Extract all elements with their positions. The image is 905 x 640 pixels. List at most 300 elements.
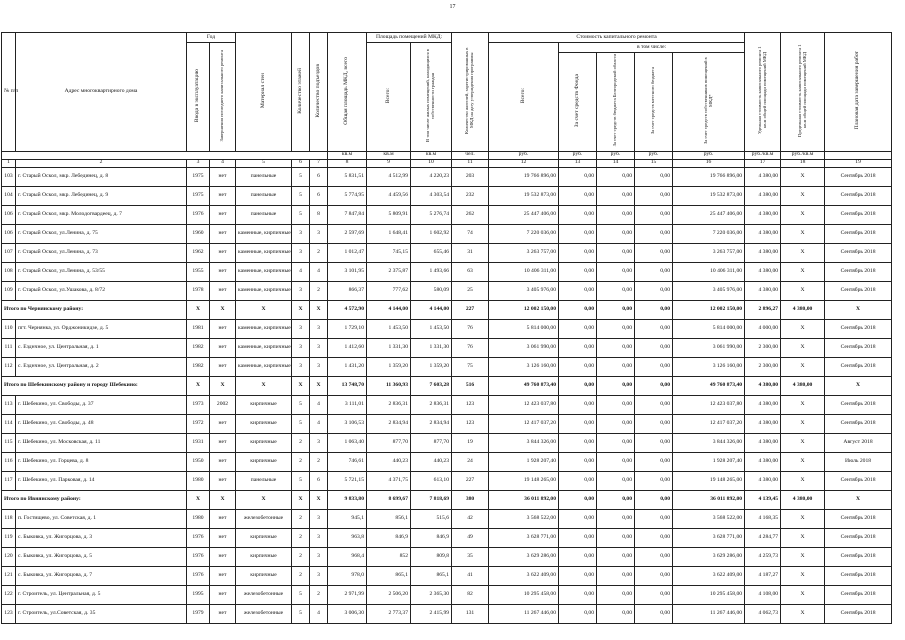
- cell-cost-owners: 5 814 000,00: [673, 319, 745, 338]
- column-number: 6: [292, 159, 310, 167]
- cell-year-built: 1995: [187, 585, 210, 604]
- header-plan-date: Плановая дата завершения работ: [825, 33, 892, 152]
- cell-wall-material: каменные, кирпичные: [236, 281, 292, 300]
- cell-limit-cost: X: [781, 167, 825, 186]
- header-year-built: Ввода в эксплуатацию: [187, 43, 210, 152]
- column-number: 4: [210, 159, 236, 167]
- cell-area-total: 846,9: [367, 528, 411, 547]
- cell-cost-total: 49 760 873,40: [489, 376, 559, 395]
- cell-residents: 262: [452, 205, 489, 224]
- cell-floors: 5: [292, 585, 310, 604]
- cell-row-number: 104: [2, 186, 16, 205]
- header-area-total: Всего:: [367, 43, 411, 152]
- cell-unit-cost: 4 380,00: [745, 186, 781, 205]
- table-body: [2, 167, 892, 623]
- cell-cost-owners: 19 532 873,00: [673, 186, 745, 205]
- cell-cost-total: 7 220 036,00: [489, 224, 559, 243]
- cell-year-last-repair: нет: [210, 243, 236, 262]
- cell-area-residents: 1 359,20: [411, 357, 452, 376]
- unit-cell-empty: [2, 151, 328, 159]
- cell-limit-cost: 4 380,00: [781, 490, 825, 509]
- cell-address: г. Старый Оскол, ул.Ленина, д. 53/55: [16, 262, 187, 281]
- cell-year-last-repair: нет: [210, 471, 236, 490]
- cell-cost-total: 3 126 160,00: [489, 357, 559, 376]
- cell-wall-material: панельные: [236, 167, 292, 186]
- table-row: [2, 281, 892, 300]
- cell-unit-cost: 4 380,00: [745, 433, 781, 452]
- cell-entrances: 3: [310, 433, 328, 452]
- cell-limit-cost: X: [781, 319, 825, 338]
- cell-cost-owners: 1 928 207,40: [673, 452, 745, 471]
- cell-limit-cost: X: [781, 452, 825, 471]
- cell-entrances: 4: [310, 262, 328, 281]
- cell-area-residents: 515,6: [411, 509, 452, 528]
- cell-unit-cost: 4 380,00: [745, 224, 781, 243]
- cell-entrances: 2: [310, 452, 328, 471]
- cell-year-last-repair: X: [210, 300, 236, 319]
- cell-area-residents: 1 453,50: [411, 319, 452, 338]
- cell-floors: 5: [292, 186, 310, 205]
- column-number: 5: [236, 159, 292, 167]
- cell-year-built: 1931: [187, 433, 210, 452]
- cell-unit-cost: 4 139,45: [745, 490, 781, 509]
- cell-year-built: 1978: [187, 281, 210, 300]
- cell-cost-local: 0,00: [635, 376, 673, 395]
- cell-cost-local: 0,00: [635, 167, 673, 186]
- cell-floors: 3: [292, 281, 310, 300]
- cell-limit-cost: X: [781, 604, 825, 623]
- cell-cost-regional: 0,00: [597, 338, 635, 357]
- cell-cost-regional: 0,00: [597, 414, 635, 433]
- cell-limit-cost: X: [781, 338, 825, 357]
- cell-cost-owners: 3 629 286,00: [673, 547, 745, 566]
- cell-row-number: 116: [2, 452, 16, 471]
- cell-residents: 31: [452, 243, 489, 262]
- cell-year-last-repair: нет: [210, 205, 236, 224]
- cell-cost-local: 0,00: [635, 186, 673, 205]
- cell-cost-owners: 10 295 458,00: [673, 585, 745, 604]
- cell-total-area: 2 597,69: [328, 224, 367, 243]
- cell-cost-regional: 0,00: [597, 376, 635, 395]
- cell-address: г. Шебекино, ул. Московская, д. 11: [16, 433, 187, 452]
- cell-cost-total: 3 263 757,00: [489, 243, 559, 262]
- cell-area-total: 856,1: [367, 509, 411, 528]
- cell-plan-date: Сентябрь 2018: [825, 547, 892, 566]
- cell-cost-fund: 0,00: [559, 490, 597, 509]
- cell-limit-cost: X: [781, 471, 825, 490]
- column-number: 17: [745, 159, 781, 167]
- cell-year-built: X: [187, 300, 210, 319]
- header-address: Адрес многоквартирного дома: [16, 33, 187, 152]
- cell-floors: 2: [292, 452, 310, 471]
- cell-year-built: 1976: [187, 566, 210, 585]
- cell-total-area: 968,4: [328, 547, 367, 566]
- table-row: [2, 186, 892, 205]
- cell-wall-material: железобетонные: [236, 604, 292, 623]
- cell-floors: 2: [292, 528, 310, 547]
- cell-total-area: 866,37: [328, 281, 367, 300]
- cell-row-number: 119: [2, 528, 16, 547]
- cell-year-last-repair: нет: [210, 414, 236, 433]
- cell-address: п. Гостищево, ул. Советская, д. 1: [16, 509, 187, 528]
- cell-cost-local: 0,00: [635, 509, 673, 528]
- cell-plan-date: Сентябрь 2018: [825, 281, 892, 300]
- cell-cost-fund: 0,00: [559, 509, 597, 528]
- cell-cost-total: 19 532 873,00: [489, 186, 559, 205]
- cell-area-total: 865,1: [367, 566, 411, 585]
- cell-area-total: 5 809,91: [367, 205, 411, 224]
- cell-residents: 42: [452, 509, 489, 528]
- cell-floors: 2: [292, 433, 310, 452]
- cell-address: с. Быковка, ул. Жигорцова, д. 7: [16, 566, 187, 585]
- column-number: 1: [2, 159, 16, 167]
- cell-cost-owners: 25 447 406,00: [673, 205, 745, 224]
- cell-year-built: 1975: [187, 167, 210, 186]
- cell-floors: X: [292, 376, 310, 395]
- cell-cost-regional: 0,00: [597, 547, 635, 566]
- cell-cost-owners: 12 423 037,80: [673, 395, 745, 414]
- cell-total-area: 1 012,47: [328, 243, 367, 262]
- cell-area-residents: 1 331,30: [411, 338, 452, 357]
- column-number: 18: [781, 159, 825, 167]
- cell-year-last-repair: нет: [210, 281, 236, 300]
- cell-cost-fund: 0,00: [559, 224, 597, 243]
- cell-total-area: 5 721,15: [328, 471, 367, 490]
- cell-limit-cost: X: [781, 357, 825, 376]
- table-row: [2, 319, 892, 338]
- cell-area-total: 877,70: [367, 433, 411, 452]
- cell-limit-cost: X: [781, 262, 825, 281]
- cell-row-number: 110: [2, 319, 16, 338]
- cell-cost-local: 0,00: [635, 528, 673, 547]
- cell-cost-fund: 0,00: [559, 414, 597, 433]
- cell-cost-regional: 0,00: [597, 357, 635, 376]
- cell-wall-material: каменные, кирпичные: [236, 224, 292, 243]
- cell-plan-date: X: [825, 300, 892, 319]
- cell-plan-date: Сентябрь 2018: [825, 262, 892, 281]
- cell-year-built: X: [187, 376, 210, 395]
- cell-limit-cost: X: [781, 566, 825, 585]
- cell-year-last-repair: X: [210, 376, 236, 395]
- cell-floors: 3: [292, 338, 310, 357]
- cell-cost-fund: 0,00: [559, 585, 597, 604]
- unit-cell: чел.: [452, 151, 489, 159]
- header-area-residents: В том числе жилых помещений, находящихся в собственности граждан: [411, 43, 452, 152]
- unit-cell: руб.: [597, 151, 635, 159]
- cell-cost-fund: 0,00: [559, 528, 597, 547]
- cell-residents: 123: [452, 414, 489, 433]
- cell-cost-fund: 0,00: [559, 566, 597, 585]
- cell-cost-total: 19 766 896,00: [489, 167, 559, 186]
- table-row: [2, 604, 892, 623]
- cell-cost-local: 0,00: [635, 604, 673, 623]
- column-number: 13: [559, 159, 597, 167]
- cell-cost-fund: 0,00: [559, 205, 597, 224]
- column-number: 7: [310, 159, 328, 167]
- cell-limit-cost: X: [781, 395, 825, 414]
- header-cost-group: Стоимость капитального ремонта: [489, 33, 745, 43]
- cell-total-area: 9 833,80: [328, 490, 367, 509]
- cell-address: г. Шебекино, ул. Свободы, д. 37: [16, 395, 187, 414]
- cell-cost-fund: 0,00: [559, 243, 597, 262]
- cell-cost-total: 10 406 311,00: [489, 262, 559, 281]
- cell-plan-date: Август 2018: [825, 433, 892, 452]
- cell-area-residents: 4 220,23: [411, 167, 452, 186]
- cell-address: г. Старый Оскол, ул.Ленина, д. 75: [16, 224, 187, 243]
- cell-cost-fund: 0,00: [559, 167, 597, 186]
- cell-year-last-repair: X: [210, 490, 236, 509]
- cell-area-residents: 877,70: [411, 433, 452, 452]
- cell-total-area: 945,1: [328, 509, 367, 528]
- cell-area-total: 4 371,75: [367, 471, 411, 490]
- cell-unit-cost: 4 380,00: [745, 262, 781, 281]
- cell-total-area: 3 106,53: [328, 414, 367, 433]
- cell-year-built: 1980: [187, 471, 210, 490]
- cell-row-number: 111: [2, 338, 16, 357]
- cell-area-residents: 7 603,28: [411, 376, 452, 395]
- cell-entrances: 2: [310, 585, 328, 604]
- cell-residents: 19: [452, 433, 489, 452]
- cell-residents: 380: [452, 490, 489, 509]
- cell-year-built: 1976: [187, 547, 210, 566]
- cell-wall-material: панельные: [236, 471, 292, 490]
- header-cost-regional: За счет средств бюджета Белгородской области: [597, 53, 635, 152]
- cell-cost-owners: 36 011 892,00: [673, 490, 745, 509]
- cell-area-residents: 2 836,31: [411, 395, 452, 414]
- cell-area-total: 1 453,50: [367, 319, 411, 338]
- cell-cost-fund: 0,00: [559, 281, 597, 300]
- cell-area-residents: 1 602,92: [411, 224, 452, 243]
- cell-cost-local: 0,00: [635, 395, 673, 414]
- cell-floors: 3: [292, 224, 310, 243]
- table-row: [2, 395, 892, 414]
- header-total-area: Общая площадь МКД, всего: [328, 33, 367, 152]
- cell-area-residents: 2 415,99: [411, 604, 452, 623]
- cell-cost-regional: 0,00: [597, 395, 635, 414]
- cell-cost-owners: 3 126 160,00: [673, 357, 745, 376]
- cell-residents: 24: [452, 452, 489, 471]
- header-entrances: Количество подъездов: [310, 33, 328, 152]
- cell-plan-date: Сентябрь 2018: [825, 167, 892, 186]
- cell-address: г. Старый Оскол, ул.Ушакова, д. 8/72: [16, 281, 187, 300]
- cell-residents: 75: [452, 357, 489, 376]
- cell-cost-total: 1 928 207,40: [489, 452, 559, 471]
- cell-address: с. Езднчное, ул. Центральная, д. 2: [16, 357, 187, 376]
- header-num: № п/п: [2, 33, 16, 152]
- cell-cost-fund: 0,00: [559, 186, 597, 205]
- cell-area-total: 1 359,20: [367, 357, 411, 376]
- cell-wall-material: каменные, кирпичные: [236, 357, 292, 376]
- units-row: [2, 151, 892, 159]
- cell-unit-cost: 4 380,00: [745, 414, 781, 433]
- header-incl: в том числе:: [559, 43, 745, 53]
- cell-floors: X: [292, 300, 310, 319]
- cell-year-last-repair: нет: [210, 509, 236, 528]
- cell-address: с. Езднчное, ул. Центральная, д. 1: [16, 338, 187, 357]
- cell-row-number: 123: [2, 604, 16, 623]
- cell-area-total: 440,23: [367, 452, 411, 471]
- cell-area-total: 4 144,00: [367, 300, 411, 319]
- cell-total-area: 978,0: [328, 566, 367, 585]
- cell-cost-owners: 3 844 326,00: [673, 433, 745, 452]
- cell-year-built: 1982: [187, 338, 210, 357]
- cell-cost-owners: 3 568 522,00: [673, 509, 745, 528]
- cell-wall-material: кирпичные: [236, 414, 292, 433]
- cell-year-last-repair: нет: [210, 566, 236, 585]
- table-row: [2, 243, 892, 262]
- cell-residents: 63: [452, 262, 489, 281]
- cell-floors: 5: [292, 205, 310, 224]
- cell-row-number: 103: [2, 167, 16, 186]
- cell-cost-total: 3 622 409,00: [489, 566, 559, 585]
- cell-unit-cost: 4 380,00: [745, 167, 781, 186]
- cell-area-residents: 2 834,94: [411, 414, 452, 433]
- column-number: 19: [825, 159, 892, 167]
- cell-cost-total: 19 148 265,00: [489, 471, 559, 490]
- cell-unit-cost: 2 300,00: [745, 338, 781, 357]
- cell-area-residents: 613,10: [411, 471, 452, 490]
- cell-area-total: 2 506,20: [367, 585, 411, 604]
- cell-year-last-repair: нет: [210, 528, 236, 547]
- cell-wall-material: железобетонные: [236, 509, 292, 528]
- cell-unit-cost: 4 380,00: [745, 452, 781, 471]
- cell-cost-local: 0,00: [635, 224, 673, 243]
- cell-cost-regional: 0,00: [597, 224, 635, 243]
- cell-cost-fund: 0,00: [559, 262, 597, 281]
- cell-address: г. Шебекино, ул. Горцева, д. 8: [16, 452, 187, 471]
- unit-cell: [825, 151, 892, 159]
- cell-cost-regional: 0,00: [597, 509, 635, 528]
- cell-address: г. Шебекино, ул. Свободы, д. 48: [16, 414, 187, 433]
- header-cost-local: За счет средств местного бюджета: [635, 53, 673, 152]
- cell-residents: 41: [452, 566, 489, 585]
- header-wall-material: Материал стен: [236, 33, 292, 152]
- cell-cost-regional: 0,00: [597, 281, 635, 300]
- cell-row-number: 117: [2, 471, 16, 490]
- cell-residents: 76: [452, 319, 489, 338]
- cell-total-area: 1 431,20: [328, 357, 367, 376]
- cell-cost-local: 0,00: [635, 338, 673, 357]
- cell-entrances: 2: [310, 243, 328, 262]
- cell-row-number: 121: [2, 566, 16, 585]
- cell-total-area: 4 572,90: [328, 300, 367, 319]
- cell-row-number: 107: [2, 243, 16, 262]
- header-year-group: Год: [187, 33, 236, 43]
- header-cost-fund: За счет средств Фонда: [559, 53, 597, 152]
- cell-residents: 131: [452, 604, 489, 623]
- cell-entrances: 3: [310, 357, 328, 376]
- table-row: [2, 338, 892, 357]
- cell-cost-total: 5 814 000,00: [489, 319, 559, 338]
- cell-cost-regional: 0,00: [597, 243, 635, 262]
- cell-floors: 4: [292, 262, 310, 281]
- cell-cost-total: 36 011 892,00: [489, 490, 559, 509]
- cell-floors: 2: [292, 547, 310, 566]
- cell-year-built: 1972: [187, 414, 210, 433]
- cell-floors: 3: [292, 243, 310, 262]
- cell-residents: 516: [452, 376, 489, 395]
- cell-cost-owners: 3 405 976,00: [673, 281, 745, 300]
- cell-address: г. Старый Оскол, мкр. Лебединец, д. 9: [16, 186, 187, 205]
- cell-cost-owners: 12 002 150,00: [673, 300, 745, 319]
- cell-residents: 82: [452, 585, 489, 604]
- cell-wall-material: кирпичные: [236, 433, 292, 452]
- cell-limit-cost: X: [781, 509, 825, 528]
- table-row: [2, 433, 892, 452]
- subtotal-label: Итого по Ивнянскому району:: [2, 490, 187, 509]
- cell-cost-total: 11 267 446,00: [489, 604, 559, 623]
- table-row: [2, 566, 892, 585]
- cell-area-residents: 4 144,00: [411, 300, 452, 319]
- cell-year-last-repair: нет: [210, 433, 236, 452]
- cell-year-built: 1976: [187, 528, 210, 547]
- cell-address: г. Старый Оскол, мкр. Молодогвардеец, д. 7: [16, 205, 187, 224]
- page-number: 17: [449, 4, 456, 10]
- cell-unit-cost: 2 300,00: [745, 357, 781, 376]
- cell-entrances: 3: [310, 566, 328, 585]
- cell-row-number: 112: [2, 357, 16, 376]
- cell-row-number: 109: [2, 281, 16, 300]
- cell-residents: 123: [452, 395, 489, 414]
- cell-year-last-repair: нет: [210, 224, 236, 243]
- cell-cost-local: 0,00: [635, 319, 673, 338]
- cell-entrances: X: [310, 300, 328, 319]
- cell-unit-cost: 4 108,00: [745, 585, 781, 604]
- cell-residents: 203: [452, 167, 489, 186]
- cell-area-total: 4 459,56: [367, 186, 411, 205]
- cell-floors: 5: [292, 604, 310, 623]
- cell-year-built: 1975: [187, 186, 210, 205]
- cell-residents: 74: [452, 224, 489, 243]
- cell-year-last-repair: нет: [210, 319, 236, 338]
- cell-unit-cost: 4 380,00: [745, 376, 781, 395]
- cell-cost-total: 12 423 037,80: [489, 395, 559, 414]
- cell-cost-local: 0,00: [635, 262, 673, 281]
- column-number: 10: [411, 159, 452, 167]
- cell-area-residents: 1 493,66: [411, 262, 452, 281]
- unit-cell: руб.: [559, 151, 597, 159]
- cell-year-built: 1981: [187, 319, 210, 338]
- table-row: [2, 585, 892, 604]
- cell-cost-local: 0,00: [635, 205, 673, 224]
- cell-year-built: 1976: [187, 205, 210, 224]
- cell-wall-material: кирпичные: [236, 528, 292, 547]
- cell-cost-local: 0,00: [635, 357, 673, 376]
- cell-cost-fund: 0,00: [559, 452, 597, 471]
- table-row: [2, 471, 892, 490]
- subtotal-label: Итого по Чернянскому району:: [2, 300, 187, 319]
- cell-total-area: 2 971,99: [328, 585, 367, 604]
- cell-cost-fund: 0,00: [559, 338, 597, 357]
- cell-plan-date: Сентябрь 2018: [825, 205, 892, 224]
- cell-row-number: 120: [2, 547, 16, 566]
- cell-entrances: 3: [310, 338, 328, 357]
- cell-cost-regional: 0,00: [597, 604, 635, 623]
- cell-unit-cost: 2 896,27: [745, 300, 781, 319]
- cell-year-last-repair: 2002: [210, 395, 236, 414]
- unit-cell: руб.: [635, 151, 673, 159]
- cell-unit-cost: 4 284,77: [745, 528, 781, 547]
- cell-area-total: 2 834,94: [367, 414, 411, 433]
- cell-cost-fund: 0,00: [559, 300, 597, 319]
- column-number: 14: [597, 159, 635, 167]
- cell-row-number: 106: [2, 205, 16, 224]
- header-floors: Количество этажей: [292, 33, 310, 152]
- cell-area-residents: 4 303,54: [411, 186, 452, 205]
- cell-area-residents: 7 818,69: [411, 490, 452, 509]
- cell-cost-regional: 0,00: [597, 300, 635, 319]
- cell-cost-fund: 0,00: [559, 319, 597, 338]
